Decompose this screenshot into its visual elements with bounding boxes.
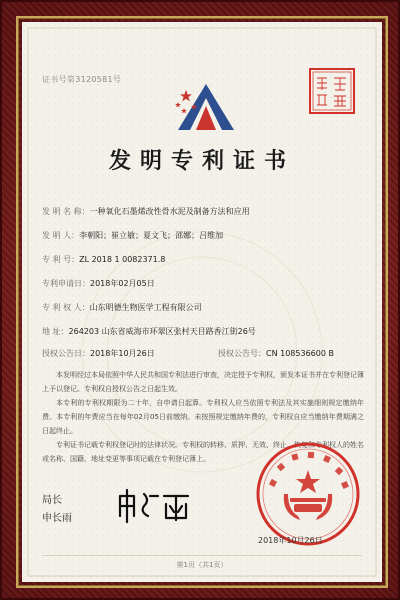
field-label: 发 明 名 称：: [42, 207, 90, 216]
director-name: 申长雨: [42, 513, 72, 524]
field-patentee: [42, 302, 202, 313]
field-label: 授权公告号：: [218, 349, 266, 358]
field-label: 专 利 权 人：: [42, 303, 90, 312]
field-label: 发 明 人：: [42, 231, 80, 240]
field-value: ZL 2018 1 0082371.8: [79, 255, 166, 264]
field-value: CN 108536600 B: [266, 349, 334, 358]
field-value: 2018年02月05日: [90, 279, 155, 288]
field-label: 专利申请日：: [42, 279, 90, 288]
field-value: 2018年10月26日: [90, 349, 155, 358]
certificate-number: 证书号第3120581号: [42, 75, 122, 84]
director-block: [42, 492, 72, 528]
field-inventors: [42, 230, 223, 241]
field-value: 山东明德生物医学工程有限公司: [89, 303, 202, 312]
body-paragraph: 专利证书记载专利权登记时的法律状况。专利权的转移、质押、无效、终止、恢复和专利权人的姓名或名称、国籍、地址变更等事项记载在专利登记簿上。: [42, 441, 364, 463]
field-filing-date: [42, 278, 155, 289]
field-label: 地 址：: [42, 327, 69, 336]
official-seal-stamp: [254, 440, 362, 548]
cnipa-emblem-icon: [168, 78, 244, 136]
field-value: 264203 山东省威海市环翠区张村天目路香江街26号: [68, 327, 256, 336]
director-title: 局长: [42, 495, 62, 506]
field-value: 一种氧化石墨烯改性骨水泥及制备方法和应用: [89, 207, 250, 216]
field-invention-name: [42, 206, 250, 217]
sign-date: 2018年10月26日: [258, 536, 323, 545]
certificate-title: 发明专利证书: [108, 148, 295, 174]
top-seal-stamp: [307, 66, 357, 116]
field-value: 李朝阳；崔立敏；夏文飞；邵娜；吕维加: [79, 231, 224, 240]
field-grant-number: [218, 348, 334, 359]
field-label: 授权公告日：: [42, 349, 90, 358]
page-number: 第1页（共1页）: [176, 561, 228, 569]
certificate-paper: [22, 22, 382, 582]
body-paragraph: 本专利的专利权期限为二十年，自申请日起算。专利权人应当依照专利法及其实施细则规定缴纳年费。本专利的年费应当在每年02月05日前缴纳。未按照规定缴纳年费的，专利权自应当缴纳年费期满之日起终止。: [42, 399, 364, 435]
field-grant-date: [42, 348, 155, 359]
field-address: [42, 326, 256, 337]
footer-divider: [42, 555, 362, 556]
body-paragraph: 本发明经过本局依照中华人民共和国专利法进行审查，决定授予专利权，颁发本证书并在专利登记簿上予以登记。专利权自授权公告之日起生效。: [42, 371, 364, 393]
field-label: 专 利 号：: [42, 255, 80, 264]
field-patent-number: [42, 254, 165, 265]
director-signature: [114, 486, 194, 526]
